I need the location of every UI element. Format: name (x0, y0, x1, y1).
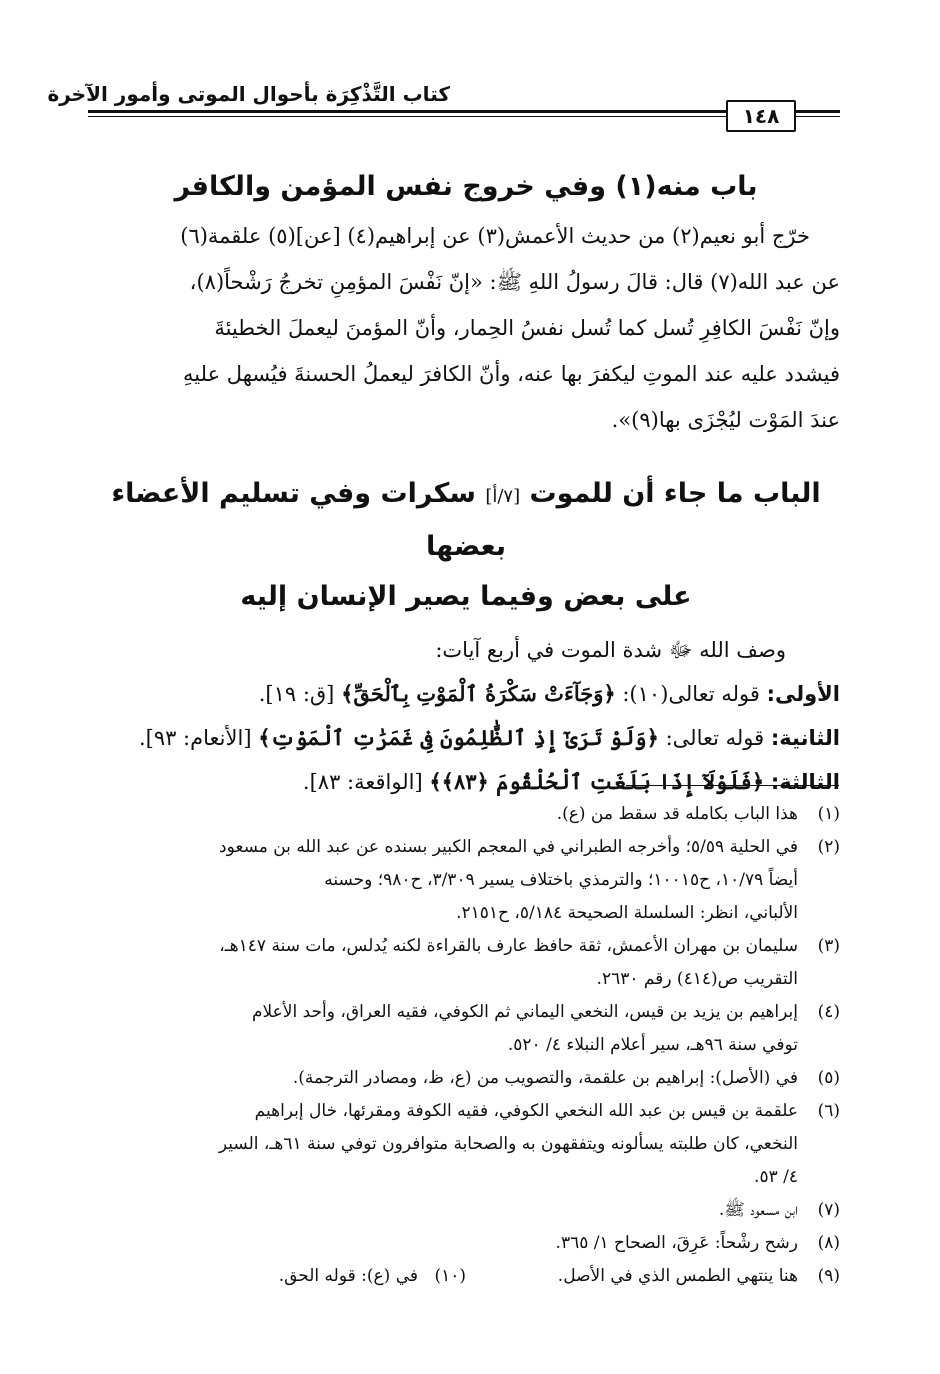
footnote-number: (١٠) (434, 1266, 466, 1286)
verse-ref: [ق: ١٩]. (258, 682, 335, 706)
footnote-text: في (الأصل): إبراهيم بن علقمة، والتصويب من (ع، ظ، ومصادر الترجمة). (292, 1068, 798, 1088)
quran-quote: ﴿وَلَوْ تَرَىٰٓ إِذِ ٱلظَّٰلِمُونَ فِى غَمَرَٰتِ ٱلْمَوْتِ﴾ (258, 725, 659, 750)
footnote (92, 996, 840, 1062)
verse-item (92, 672, 840, 716)
quran-quote: ﴿فَلَوْلَآ إِذَا بَلَغَتِ ٱلْحُلْقُومَ ﴿٨٣﴾﴾ (429, 769, 765, 794)
footnote-text (92, 996, 798, 1062)
footnote-line: أيضاً ١٠/٧٩، ح١٠٠١٥؛ والترمذي باختلاف يسير ٣/٣٠٩، ح٩٨٠؛ وحسنه (324, 870, 798, 890)
footnote-text: ابن مسعود ﷺ. (718, 1200, 798, 1220)
paragraph-line: عن عبد الله(٧) قال: قالَ رسولُ اللهِ ﷺ: «إنّ نَفْسَ المؤمِنِ تخرجُ رَشْحاً(٨)، (189, 270, 840, 294)
section-heading-2 (92, 469, 840, 622)
footnote-text (92, 831, 798, 930)
verses-intro: وصف الله ﷻ شدة الموت في أربع آيات: (435, 638, 786, 662)
footnote-text: هذا الباب بكامله قد سقط من (ع). (556, 804, 798, 824)
footnote (92, 930, 840, 996)
footnote-line: توفي سنة ٩٦هـ، سير أعلام النبلاء ٤/ ٥٢٠. (507, 1035, 798, 1055)
footnote-number: (٩) (817, 1266, 840, 1286)
verse-ordinal: الثانية: (770, 726, 840, 750)
heading-part: على بعض وفيما يصير الإنسان إليه (240, 581, 692, 612)
footnote-line: التقريب ص(٤١٤) رقم ٢٦٣٠. (596, 969, 798, 989)
page-header (47, 68, 840, 128)
paragraph-line: وإنّ نَفْسَ الكافِرِ تُسل كما تُسل نفسُ الحِمار، وأنّ المؤمنَ ليعملَ الخطيئةَ (214, 316, 840, 340)
footnote (92, 1062, 840, 1095)
quran-quote: ﴿وَجَآءَتْ سَكْرَةُ ٱلْمَوْتِ بِٱلْحَقِّ﴾ (341, 681, 616, 706)
footnote-line: في الحلية ٥/٥٩؛ وأخرجه الطبراني في المعجم الكبير بسنده عن عبد الله بن مسعود (219, 837, 798, 857)
footnote-number: (٧) (817, 1200, 840, 1220)
footnote (466, 1260, 840, 1293)
footnote-text (92, 1095, 798, 1194)
chapter-tag: [٧/أ] (485, 486, 521, 507)
footnotes (92, 798, 840, 1293)
footnote-number: (١) (817, 804, 840, 824)
footnote-line: سليمان بن مهران الأعمش، ثقة حافظ عارف بالقراءة لكنه يُدلس، مات سنة ١٤٧هـ، (219, 936, 798, 956)
footnote-number: (٥) (817, 1068, 840, 1088)
footnote-text: في (ع): قوله الحق. (278, 1266, 418, 1286)
paragraph-line: خرّج أبو نعيم(٢) من حديث الأعمش(٣) عن إبراهيم(٤) [عن](٥) علقمة(٦) (180, 224, 810, 248)
footnote (92, 1227, 840, 1260)
paragraph-line: فيشدد عليه عند الموتِ ليكفرَ بها عنه، وأنّ الكافرَ ليعملُ الحسنةَ فيُسهل عليهِ (183, 362, 840, 386)
verse-ref: [الواقعة: ٨٣]. (302, 770, 423, 794)
footnote-separator (626, 785, 839, 786)
footnote-text: رشح رشْحاً: عَرِقَ، الصحاح ١/ ٣٦٥. (555, 1233, 798, 1253)
footnote-number: (٨) (817, 1233, 840, 1253)
verse-ref: [الأنعام: ٩٣]. (138, 726, 252, 750)
footnote-line: ٤/ ٥٣. (754, 1167, 798, 1187)
footnote-number: (٣) (817, 936, 840, 956)
footnote-line: علقمة بن قيس بن عبد الله النخعي الكوفي، فقيه الكوفة ومقرئها، خال إبراهيم (254, 1101, 798, 1121)
footnote-line: النخعي، كان طلبته يسألونه ويتفقهون به والصحابة متوافرون توفي سنة ٦١هـ، السير (218, 1134, 798, 1154)
footnote-pair (92, 1260, 840, 1293)
verse-lead: قوله تعالى(١٠): (622, 682, 760, 706)
footnote-text: هنا ينتهي الطمس الذي في الأصل. (557, 1266, 798, 1286)
paragraph-line: عندَ المَوْت ليُجْزَى بها(٩)». (611, 408, 840, 432)
heading-part: الباب ما جاء أن للموت (529, 478, 821, 509)
footnote-line: إبراهيم بن يزيد بن قيس، النخعي اليماني ثم الكوفي، فقيه العراق، وأحد الأعلام (251, 1002, 798, 1022)
footnote (92, 798, 840, 831)
heading-part: سكرات وفي تسليم الأعضاء بعضها (111, 478, 506, 562)
verse-ordinal: الأولى: (766, 682, 840, 706)
footnote (92, 1194, 840, 1227)
footnote (92, 1260, 466, 1293)
section-heading-1: باب منه(١) وفي خروج نفس المؤمن والكافر (174, 171, 758, 202)
verse-item (92, 716, 840, 760)
verse-ordinal: الثالثة: (770, 770, 840, 794)
footnote-number: (٢) (817, 837, 840, 857)
page-number: ١٤٨ (726, 100, 796, 132)
footnote-line: الألباني، انظر: السلسلة الصحيحة ٥/١٨٤، ح٢١٥١. (456, 903, 798, 923)
footnote (92, 1095, 840, 1194)
footnote-number: (٦) (817, 1101, 840, 1121)
footnote (92, 831, 840, 930)
footnote-number: (٤) (817, 1002, 840, 1022)
main-text (92, 165, 840, 804)
verse-lead: قوله تعالى: (665, 726, 765, 750)
footnote-text (92, 930, 798, 996)
running-title: كتاب التَّذْكِرَة بأحوال الموتى وأمور الآخرة (47, 82, 450, 106)
